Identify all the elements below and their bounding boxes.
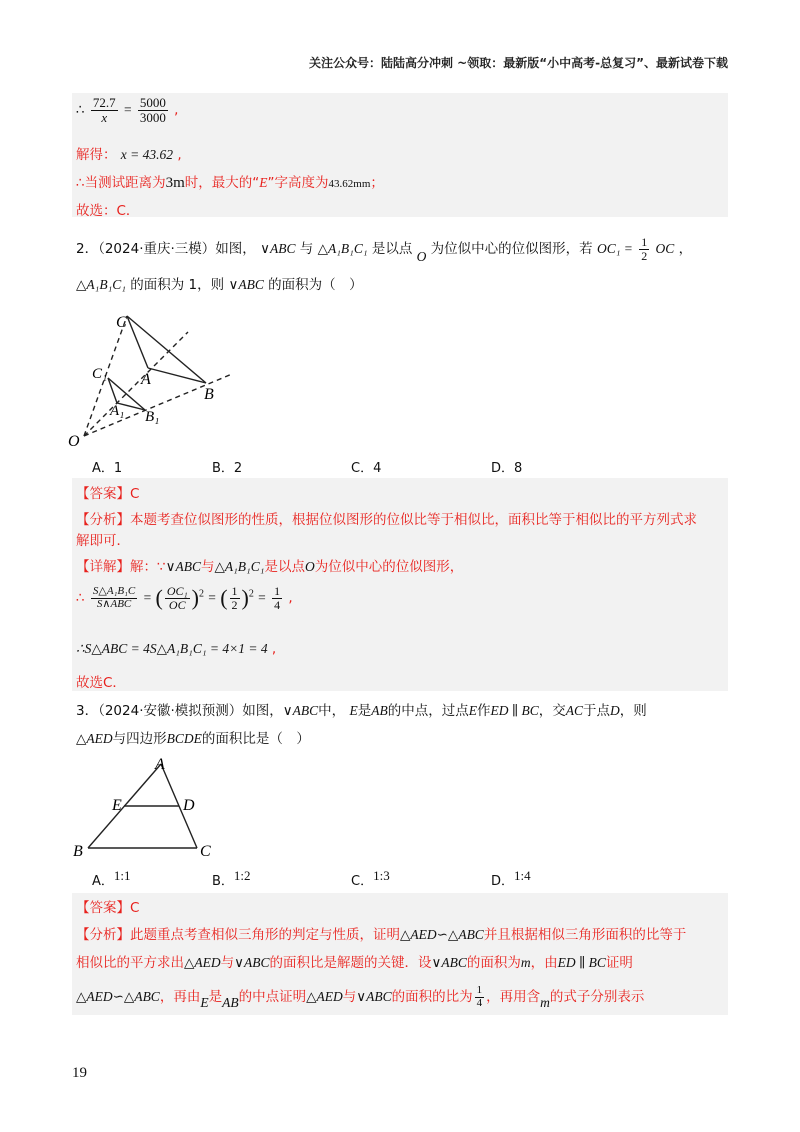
fraction: $\frac{1}{4}$ (274, 584, 281, 612)
label-C: C (200, 843, 211, 860)
q2-choose: 故选C． (76, 675, 126, 691)
q2-stem-line1: 2．（2024·重庆·三模）如图， ∨ABC 与 △A₁B₁C₁ 是以点 O 为位似中心的位似图形，若 OC₁ = $\frac{1}{2}$ OC ， (76, 235, 693, 265)
q2-option-a[interactable]: A．1 (92, 461, 123, 476)
label-C: C (116, 314, 127, 331)
q3-analysis-3: △AED∽△ABC，再由E是AB的中点证明△AED与∨ABC的面积的比为 $\frac{1}{4}$ ，再用含m的式子分别表示 (76, 984, 645, 1011)
q2-option-b[interactable]: B．2 (212, 461, 243, 476)
q3-figure (66, 752, 226, 862)
label-D: D (183, 797, 195, 814)
label-B: B (204, 386, 214, 403)
fraction: $\frac{1}{2}$ (231, 584, 238, 612)
label-A: A (155, 756, 165, 773)
label-O: O (68, 433, 80, 450)
fraction: $\frac{72.7}{x}$ (92, 95, 116, 125)
fraction: $\frac{1}{4}$ (476, 984, 483, 1009)
q3-analysis-2: 相似比的平方求出△AED与∨ABC的面积比是解题的关键．设∨ABC的面积为m，由ED ∥ BC证明 (76, 955, 633, 971)
q3-option-c[interactable]: C．1:3 (351, 868, 390, 889)
q2-detail: 【详解】解：∵∨ABC与△A₁B₁C₁是以点O为位似中心的位似图形， (76, 559, 464, 575)
label-B: B (73, 843, 83, 860)
q2-analysis-1: 【分析】本题考查位似图形的性质，根据位似图形的位似比等于相似比，面积比等于相似比的平方列式求 (76, 512, 697, 528)
q3-stem-line1: 3．（2024·安徽·模拟预测）如图，∨ABC中， E是AB的中点，过点E作ED ∥ BC，交AC于点D，则 (76, 703, 647, 719)
conclusion-line: ∴当测试距离为3m时，最大的“E”字高度为43.62mm； (76, 175, 384, 191)
label-A1: A₁ (110, 403, 125, 419)
q2-figure (62, 305, 252, 455)
label-B1: B₁ (145, 409, 160, 425)
q3-option-b[interactable]: B．1:2 (212, 868, 251, 889)
q2-option-d[interactable]: D．8 (491, 461, 523, 476)
q2-option-c[interactable]: C．4 (351, 461, 382, 476)
q2-analysis-2: 解即可． (76, 533, 130, 549)
fraction: $\frac{\text{S△A₁B₁C}}{\text{S∧ABC}}$ (92, 585, 136, 610)
page-header: 关注公众号：陆陆高分冲刺 ~领取：最新版“小中高考-总复习”、最新试卷下载 (309, 56, 728, 70)
q2-area-line: ∴S△ABC = 4S△A₁B₁C₁ = 4×1 = 4 , (76, 641, 277, 657)
fraction: $\frac{5000}{3000}$ (139, 95, 166, 125)
q3-answer: 【答案】C (76, 900, 140, 916)
q3-option-d[interactable]: D．1:4 (491, 868, 531, 889)
label-C1: C₁ (92, 366, 108, 382)
proportion-line: ∴ $\frac{72.7}{x}$ = $\frac{5000}{3000}$ , (76, 95, 179, 125)
q3-option-a[interactable]: A．1:1 (92, 868, 131, 889)
q2-answer: 【答案】C (76, 486, 140, 502)
q2-ratio-line: ∴ $\frac{\text{S△A₁B₁C}}{\text{S∧ABC}}$ = ( $\frac{\text{OC₁}}{OC}$ )$^2$ = ( $\frac{1}{2}$ )$^2$ = $\frac{1}{4}$ , (76, 584, 293, 612)
solve-line: 解得： x = 43.62 , (76, 147, 182, 163)
label-E: E (112, 797, 122, 814)
q2-stem-line2: △A₁B₁C₁ 的面积为 1，则 ∨ABC 的面积为（ ） (76, 277, 363, 293)
fraction: $\frac{\text{OC₁}}{OC}$ (166, 584, 188, 612)
q3-analysis-1: 【分析】此题重点考查相似三角形的判定与性质，证明△AED∽△ABC并且根据相似三角形面积的比等于 (76, 927, 687, 943)
choose-line: 故选：C． (76, 203, 140, 219)
q3-stem-line2: △AED与四边形BCDE的面积比是（ ） (76, 731, 310, 747)
fraction: $\frac{1}{2}$ (641, 235, 648, 263)
label-A: A (141, 371, 151, 388)
page-number: 19 (72, 1065, 87, 1081)
